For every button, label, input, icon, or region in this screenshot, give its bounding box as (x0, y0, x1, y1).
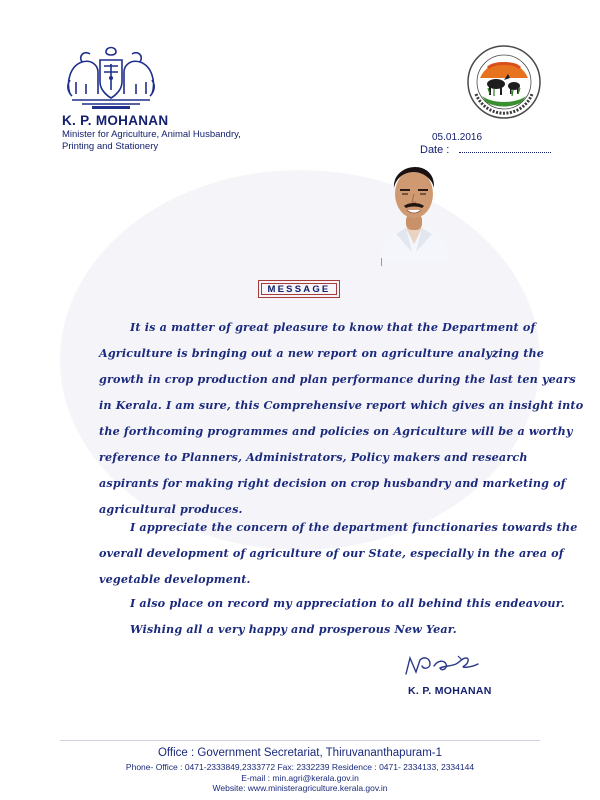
message-heading: MESSAGE (261, 283, 337, 295)
date-label: Date : (420, 144, 450, 156)
message-line: I appreciate the concern of the department functionaries towards the (130, 520, 578, 534)
minister-designation (62, 129, 302, 152)
footer-phone: Phone- Office : 0471-2333849,2333772 Fax: 2332239 Residence : 0471- 2334133, 2334144 (125, 762, 475, 772)
date-value: 05.01.2016 (432, 132, 483, 143)
message-line: agricultural produces. (99, 502, 243, 516)
message-line: overall development of agriculture of our State, especially in the area of (99, 546, 564, 560)
minister-name-header: K. P. MOHANAN (62, 113, 169, 128)
message-line: I also place on record my appreciation to all behind this endeavour. (130, 596, 565, 610)
date-dotted-line (459, 152, 551, 153)
message-line: Agriculture is bringing out a new report on agriculture analyzing the (99, 346, 545, 360)
footer-divider (60, 740, 540, 741)
message-line: growth in crop production and plan performance during the last ten years (99, 372, 576, 386)
minister-portrait (376, 148, 452, 260)
message-line: the forthcoming programmes and policies on Agriculture will be a worthy (99, 424, 573, 438)
message-line: Wishing all a very happy and prosperous New Year. (130, 622, 457, 636)
message-heading-frame (258, 280, 340, 298)
message-line: reference to Planners, Administrators, Policy makers and research (99, 450, 528, 464)
designation-line-2: Printing and Stationery (62, 140, 159, 152)
state-emblem-icon (62, 42, 160, 112)
agriculture-seal-icon (466, 44, 542, 120)
message-line: aspirants for making right decision on crop husbandry and marketing of (99, 476, 566, 490)
message-line: It is a matter of great pleasure to know that the Department of (130, 320, 536, 334)
message-line: in Kerala. I am sure, this Comprehensive report which gives an insight into (99, 398, 584, 412)
handwritten-signature (400, 650, 486, 678)
footer-email: E-mail : min.agri@kerala.gov.in (241, 773, 359, 783)
message-line: vegetable development. (99, 572, 251, 586)
footer-office: Office : Government Secretariat, Thiruvananthapuram-1 (157, 747, 443, 759)
portrait-divider (381, 258, 382, 266)
signatory-name: K. P. MOHANAN (408, 685, 492, 697)
designation-line-1: Minister for Agriculture, Animal Husbandry, (62, 129, 241, 140)
footer-website: Website: www.ministeragriculture.kerala.gov.in (212, 783, 388, 793)
